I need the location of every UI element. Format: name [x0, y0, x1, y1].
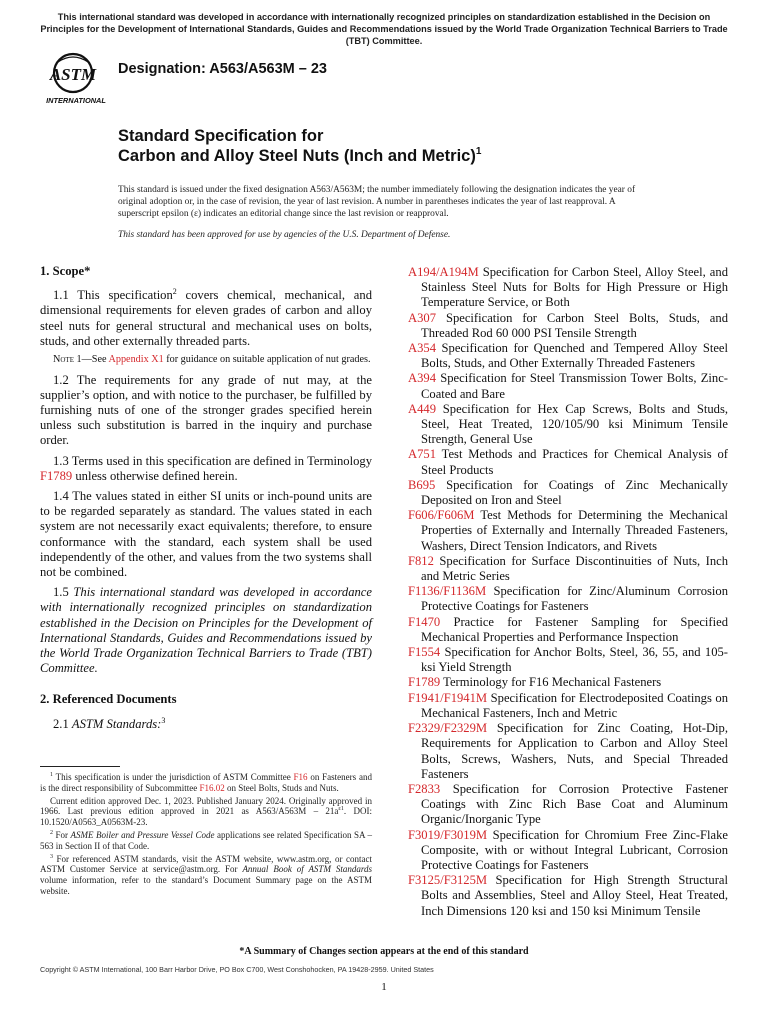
document-title [118, 126, 481, 166]
astm-logo [40, 50, 112, 106]
reference-link[interactable]: F3019/F3019M [408, 827, 488, 842]
reference-item: F3019/F3019M Specification for Chromium Free Zinc-Flake Composite, with or without Integral Lubricant, Corrosion Protective Coatings for Fasteners [408, 827, 728, 872]
referenced-para-2-1: 2.1 ASTM Standards:$^3$ [53, 715, 166, 731]
summary-of-changes-note: *A Summary of Changes section appears at the end of this standard [239, 946, 529, 957]
reference-link[interactable]: F3125/F3125M [408, 873, 488, 888]
reference-link[interactable]: B695 [408, 477, 436, 492]
scope-para-1-5: 1.5 This international standard was developed in accordance with internationally recognized principles on standardization established in the Decision on Principles for the Development of International Standards, Guides and Recommendations issued by the World Trade Organization Technical Barriers to Trade (TBT) Committee. [40, 585, 372, 676]
reference-item: F606/F606M Test Methods for Determining the Mechanical Properties of Externally and Internally Threaded Fasteners, Washers, Direct Tension Indicators, and Rivets [408, 508, 728, 553]
footnote-1-edition: Current edition approved Dec. 1, 2023. Published January 2024. Originally approved in 1966. Last previous edition approved in 2021 as $A563/A563M - 21a^{\varepsilon 1}$. DOI: 10.1520/A0563_A0563M-23. [40, 795, 372, 828]
reference-item: A449 Specification for Hex Cap Screws, Bolts and Studs, Steel, Heat Treated, 120/105/90 ksi Minimum Tensile Strength, General Use [408, 401, 728, 447]
standard-notice: This standard is issued under the fixed designation A563/A563M; the number immediately following the designation indicates the year of original adoption or, in the case of revision, the year of last revision. A number in parentheses indicates the year of last reapproval. A superscript epsilon (ε) indicates an editorial change since the last revision or reapproval. [118, 185, 636, 219]
reference-link[interactable]: F1470 [408, 614, 441, 629]
reference-item: F3125/F3125M Specification for High Strength Structural Bolts and Assemblies, Steel and Alloy Steel, Heat Treated, Inch Dimensions 120 ksi and 150 ksi Minimum Tensile [408, 873, 728, 918]
f1789-link[interactable]: F1789 [40, 468, 73, 483]
reference-link[interactable]: F1136/F1136M [408, 584, 487, 599]
scope-para-1-1: 1.1 This specification$^2$ covers chemical, mechanical, and dimensional requirements for eleven grades of carbon and alloy steel nuts for general structural and mechanical uses on bolts, studs, and other externally threaded parts. [40, 287, 372, 348]
f16-link[interactable]: F16 [293, 772, 308, 782]
scope-para-1-2: 1.2 The requirements for any grade of nut may, at the supplier’s option, and with notice to the purchaser, be fulfilled by furnishing nuts of one of the stronger grades specified herein unless such substitution is barred in the inquiry and purchase order. [40, 372, 372, 448]
reference-item: F1554 Specification for Anchor Bolts, Steel, 36, 55, and 105-ksi Yield Strength [408, 645, 728, 675]
reference-link[interactable]: F1554 [408, 645, 441, 660]
reference-item: A194/A194M Specification for Carbon Steel, Alloy Steel, and Stainless Steel Nuts for Bolts for High Pressure or High Temperature Service, or Both [408, 265, 728, 310]
reference-item: F2329/F2329M Specification for Zinc Coating, Hot-Dip, Requirements for Application to Carbon and Alloy Steel Bolts, Screws, Washers, Nuts, and Special Threaded Fasteners [408, 721, 728, 781]
reference-link[interactable]: A307 [408, 310, 436, 325]
reference-item: F1136/F1136M Specification for Zinc/Aluminum Corrosion Protective Coatings for Fasteners [408, 584, 728, 614]
reference-link[interactable]: A449 [408, 401, 436, 416]
reference-item: F1941/F1941M Specification for Electrodeposited Coatings on Mechanical Fasteners, Inch and Metric [408, 690, 728, 720]
reference-link[interactable]: A751 [408, 447, 436, 462]
footnotes [40, 766, 372, 899]
footnote-2: $^2$ For ASME Boiler and Pressure Vessel Code applications see related Specification SA – 563 in Section II of that Code. [40, 829, 373, 851]
referenced-standards-list [408, 265, 728, 919]
reference-item: A307 Specification for Carbon Steel Bolts, Studs, and Threaded Rod 60 000 PSI Tensile Strength [408, 310, 728, 340]
logo-text-international: INTERNATIONAL [46, 96, 106, 105]
appendix-x1-link[interactable]: Appendix X1 [108, 354, 164, 366]
logo-text-astm: ASTM [49, 65, 97, 84]
reference-link[interactable]: F812 [408, 553, 434, 568]
header-notice: This international standard was developed in accordance with internationally recognized principles on standardization established in the Decision on Principles for the Development of International Standards, Guides and Recommendations issued by the World Trade Organization Technical Barriers to Trade (TBT) Committee. [40, 12, 728, 46]
title-footnote-ref: 1 [475, 146, 482, 157]
scope-para-1-4: 1.4 The values stated in either SI units or inch-pound units are to be regarded separately as standard. The values stated in each system are not necessarily exact equivalents; therefore, to ensure conformance with the standard, each system shall be used independently of the other, and values from the two systems shall not be combined. [40, 488, 372, 579]
copyright-line: Copyright © ASTM International, 100 Barr Harbor Drive, PO Box C700, West Conshohocken, PA 19428-2959. United States [40, 965, 434, 974]
reference-link[interactable]: F606/F606M [408, 508, 475, 523]
reference-link[interactable]: A394 [408, 371, 436, 386]
approval-note: This standard has been approved for use by agencies of the U.S. Department of Defense. [118, 230, 451, 240]
scope-heading: 1. Scope* [40, 264, 91, 278]
left-column [40, 264, 372, 737]
title-line-2: Carbon and Alloy Steel Nuts (Inch and Metric) [118, 147, 476, 165]
f16-02-link[interactable]: F16.02 [199, 782, 225, 793]
page-number: 1 [381, 981, 387, 993]
designation: Designation: A563/A563M – 23 [118, 61, 327, 77]
scope-para-1-3: 1.3 Terms used in this specification are defined in Terminology F1789 unless otherwise defined herein. [40, 453, 372, 483]
reference-item: A354 Specification for Quenched and Tempered Alloy Steel Bolts, Studs, and Other Externally Threaded Fasteners [408, 341, 728, 371]
footnote-3: $^3$ For referenced ASTM standards, visit the ASTM website, www.astm.org, or contact ASTM Customer Service at service@astm.org. For Annual Book of ASTM Standards volume information, refer to the standard’s Document Summary page on the ASTM website. [40, 853, 372, 896]
reference-item: F2833 Specification for Corrosion Protective Fastener Coatings with Zinc Rich Base Coat and Aluminum Organic/Inorganic Type [408, 781, 728, 827]
reference-link[interactable]: A354 [408, 341, 436, 356]
reference-item: B695 Specification for Coatings of Zinc Mechanically Deposited on Iron and Steel [408, 477, 728, 508]
referenced-docs-heading: 2. Referenced Documents [40, 692, 177, 707]
reference-link[interactable]: F2833 [408, 781, 441, 796]
footnote-1: $^1$ This specification is under the jurisdiction of ASTM Committee F16 on Fasteners and is the direct responsibility of Subcommittee F16.02 on Steel Bolts, Studs and Nuts. [40, 772, 372, 793]
title-line-1: Standard Specification for [118, 127, 324, 145]
footnote-rule [40, 766, 120, 767]
reference-link[interactable]: A194/A194M [408, 265, 479, 279]
reference-item: A751 Test Methods and Practices for Chemical Analysis of Steel Products [408, 447, 728, 477]
reference-item: F812 Specification for Surface Discontinuities of Nuts, Inch and Metric Series [408, 553, 728, 584]
reference-item: F1470 Practice for Fastener Sampling for Specified Mechanical Properties and Performance Inspection [408, 614, 728, 644]
reference-link[interactable]: F1789 [408, 675, 441, 690]
reference-link[interactable]: F2329/F2329M [408, 721, 488, 736]
note-1: Note 1—See Appendix X1 for guidance on suitable application of nut grades. [53, 354, 371, 366]
reference-item: A394 Specification for Steel Transmission Tower Bolts, Zinc-Coated and Bare [408, 371, 728, 401]
reference-item: F1789 Terminology for F16 Mechanical Fasteners [408, 675, 662, 690]
reference-link[interactable]: F1941/F1941M [408, 690, 488, 705]
